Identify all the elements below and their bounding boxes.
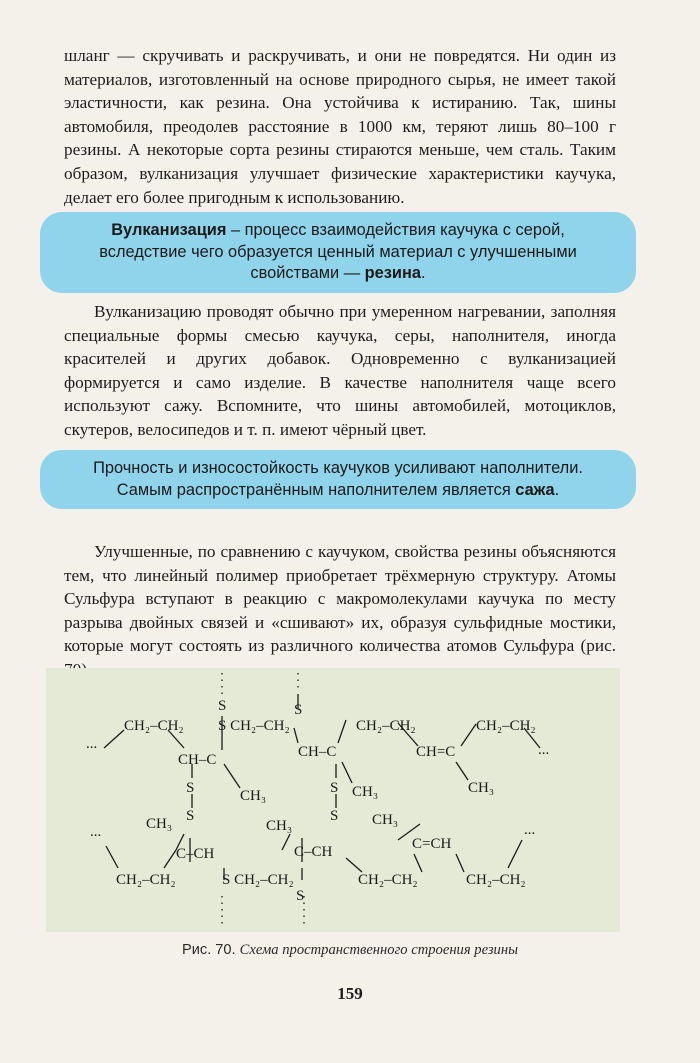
group-ch2ch2-upper-2: CH₂–CH₂	[356, 718, 416, 734]
term-vulcanization: Вулканизация	[111, 221, 227, 239]
group-ch3-lower-3: CH₃	[372, 812, 399, 828]
group-ch3-upper-1: CH₃	[240, 788, 267, 804]
atom-s-bridge-2b: S	[330, 808, 339, 824]
figure-caption	[0, 942, 700, 959]
group-ch2ch2-lower-1: CH₂–CH₂	[116, 872, 176, 888]
group-ch3-lower-1: CH₃	[146, 816, 173, 832]
chain-end-dots-right-lower: ...	[524, 822, 536, 838]
chain-end-dots-right: ...	[538, 742, 550, 758]
group-c-eq-ch: C=CH	[412, 836, 452, 852]
caption-title: Схема пространственного строения резины	[239, 942, 518, 958]
paragraph-vulcanization-process: Вулканизацию проводят обычно при умеренном нагревании, заполняя специальные формы смесью каучука, серы, наполнителя, иногда красителей и других добавок. Одновременно с вулканизацией формируется и само изделие. В качестве наполнителя чаще всего используют сажу. Вспомните, что шины автомобилей, мотоциклов, скутеров, велосипедов и т. п. имеют чёрный цвет.	[64, 302, 616, 439]
fillers-text: Прочность и износостойкость каучуков усиливают наполнители. Самым распространённым наполнителем является	[93, 459, 583, 499]
chain-end-dots-left-lower: ...	[90, 824, 102, 840]
group-ch3-upper-3: CH₃	[468, 780, 495, 796]
term-rubber: резина	[364, 264, 422, 282]
group-ch2ch2-upper-3: CH₂–CH₂	[476, 718, 536, 734]
group-s-ch2ch2-lower: S CH₂–CH₂	[222, 872, 294, 888]
paragraph-structure: Улучшенные, по сравнению с каучуком, свойства резины объясняются тем, что линейный полимер приобретает трёхмерную структуру. Атомы Сульфура вступают в реакцию с макромолекулами каучука по месту разрыва двойных связей и «сшивают» их, образуя сульфидные мостики, которые могут состоять из различного количества атомов Сульфура (рис.	[64, 542, 616, 656]
group-c-ch-lower-1: C–CH	[176, 846, 215, 862]
atom-s-top-1: S	[218, 698, 227, 714]
group-ch2ch2-lower-3: CH₂–CH₂	[466, 872, 526, 888]
definition-callout-vulcanization: Вулканизация – процесс взаимодействия каучука с серой, вследствие чего образуется ценный материал с улучшенными свойствами — резина.	[40, 212, 636, 293]
definition-text: – процесс взаимодействия каучука с серой, вследствие чего образуется ценный материал с улучшенными свойствами —	[99, 221, 577, 282]
atom-s-bridge-1a: S	[186, 780, 195, 796]
group-ch-c-upper-2: CH–C	[298, 744, 337, 760]
atom-s-bridge-2a: S	[330, 780, 339, 796]
chain-end-dots-left: ...	[86, 736, 98, 752]
rubber-structure-diagram	[46, 668, 620, 932]
caption-number: Рис. 70.	[182, 942, 240, 958]
group-ch-eq-c: CH=C	[416, 744, 456, 760]
atom-s-bridge-1b: S	[186, 808, 195, 824]
group-c-ch-lower-2: C–CH	[294, 844, 333, 860]
fillers-callout: Прочность и износостойкость каучуков усиливают наполнители. Самым распространённым наполнителем является сажа.	[40, 450, 636, 509]
atom-s-bottom: S	[296, 888, 305, 904]
paragraph-elasticity: шланг — скручивать и раскручивать, и они не повредятся. Ни один из материалов, изготовленный на основе природного сырья, не имеет такой эластичности, как резина. Она устойчива к истиранию. Так, шины автомобиля, преодолев расстояние в 1000 км, теряют лишь 80–100 г резины. А некоторые сорта резины стираются меньше, чем сталь. Таким образом, вулканизация улучшает физические характеристики каучука, делает его более пригодным к использованию.	[64, 46, 616, 207]
term-soot: сажа	[515, 480, 555, 499]
rubber-structure-figure	[46, 668, 620, 932]
group-ch-c-upper-1: CH–C	[178, 752, 217, 768]
group-s-ch2ch2: S CH₂–CH₂	[218, 718, 290, 734]
page-number: 159	[337, 984, 363, 1003]
atom-s-top-2: S	[294, 702, 303, 718]
group-ch3-lower-2: CH₃	[266, 818, 293, 834]
group-ch2ch2-upper-1: CH₂–CH₂	[124, 718, 184, 734]
group-ch3-upper-2: CH₃	[352, 784, 379, 800]
group-ch2ch2-lower-2: CH₂–CH₂	[358, 872, 418, 888]
